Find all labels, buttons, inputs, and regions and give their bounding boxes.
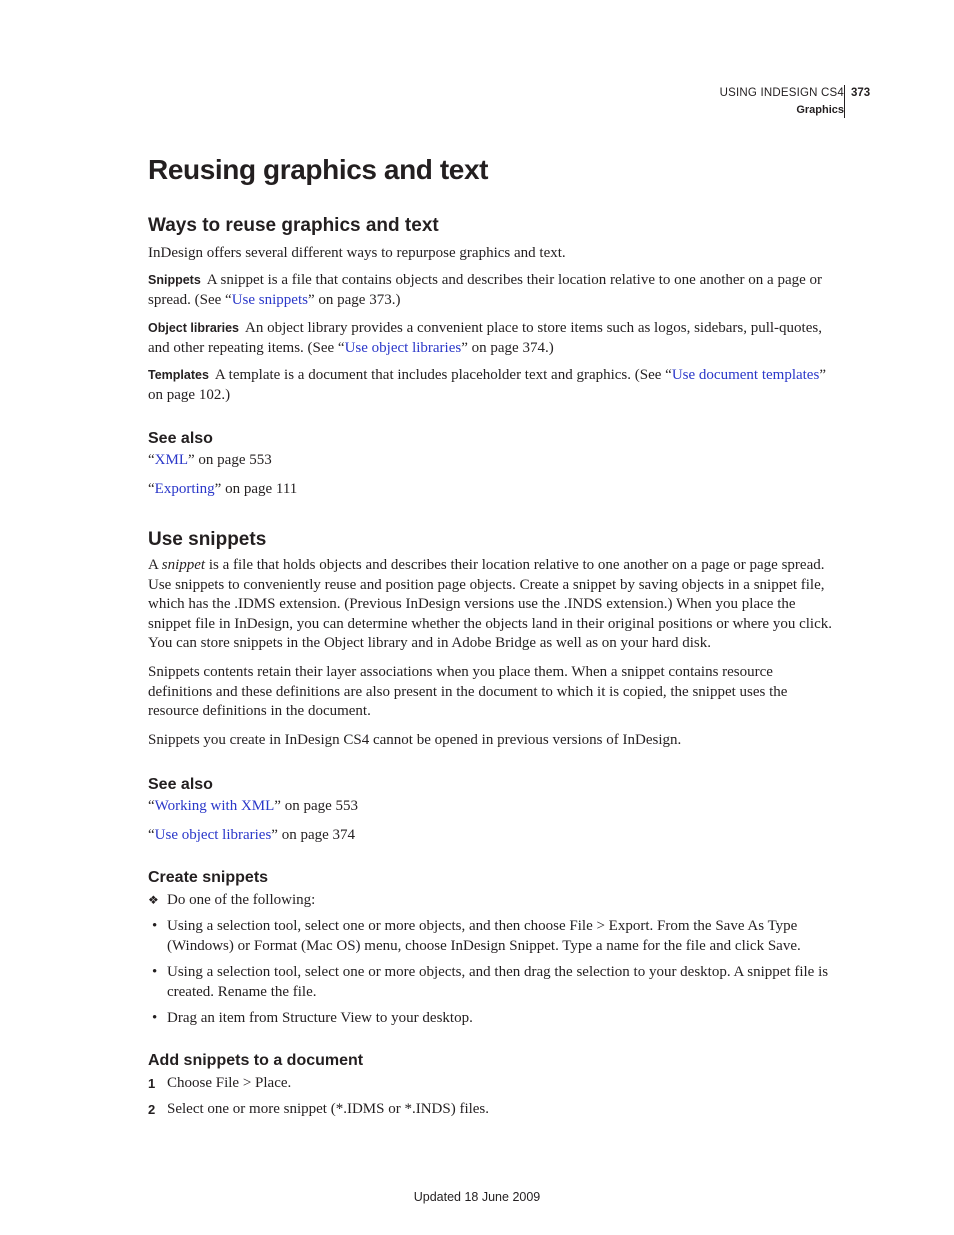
book-title: USING INDESIGN CS4	[719, 87, 844, 99]
link-exporting[interactable]: Exporting	[154, 481, 215, 497]
use-snippets-paragraph-2: Snippets contents retain their layer associations when you place them. When a snippet contains resource definitions and these definitions are also present in the document to which it is copied, the snippet uses the resource definitions in the document.	[148, 664, 788, 720]
see-also-heading: See also	[148, 430, 213, 447]
running-header	[720, 85, 844, 119]
page-footer: Updated 18 June 2009	[413, 1190, 541, 1204]
see-also-heading: See also	[148, 776, 213, 793]
use-snippets-heading: Use snippets	[148, 529, 267, 550]
step-number: 1	[148, 1076, 156, 1091]
ways-heading: Ways to reuse graphics and text	[148, 215, 439, 236]
link-use-object-libraries-2[interactable]: Use object libraries	[154, 827, 272, 843]
term: Snippets	[148, 273, 201, 287]
list-item: • Drag an item from Structure View to your desktop.	[148, 1009, 840, 1029]
bullet-icon: •	[152, 918, 158, 934]
definition-object-libraries: Object libraries An object library provides a convenient place to store items such as logos, sidebars, pull-quotes, and other repeating items. (See “Use object libraries” on page 374.)	[148, 320, 822, 356]
step-number: 2	[148, 1102, 156, 1117]
definition-snippets: Snippets A snippet is a file that contains objects and describes their location relative to one another on a page or spread. (See “Use snippets” on page 373.)	[148, 272, 823, 308]
diamond-bullet-icon: ❖	[148, 893, 159, 907]
page-number: 373	[844, 85, 870, 118]
use-snippets-paragraph-3: Snippets you create in InDesign CS4 cannot be opened in previous versions of InDesign.	[148, 732, 682, 748]
see-also-item: “Use object libraries” on page 374	[148, 827, 356, 843]
see-also-item: “Working with XML” on page 553	[148, 798, 359, 814]
term: Templates	[148, 368, 209, 382]
link-use-document-templates[interactable]: Use document templates	[671, 367, 820, 383]
link-working-with-xml[interactable]: Working with XML	[154, 798, 275, 814]
see-also-item: “Exporting” on page 111	[148, 481, 298, 497]
bullet-icon: •	[152, 964, 158, 980]
term: Object libraries	[148, 321, 240, 335]
link-use-object-libraries[interactable]: Use object libraries	[344, 339, 462, 356]
link-use-snippets[interactable]: Use snippets	[231, 291, 308, 308]
procedure-lead: ❖ Do one of the following:	[148, 891, 840, 911]
list-item: • Using a selection tool, select one or more objects, and then drag the selection to your desktop. A snippet file is created. Rename the file.	[152, 964, 829, 1000]
see-also-item: “XML” on page 553	[148, 452, 272, 468]
step-item: 2 Select one or more snippet (*.IDMS or *.INDS) files.	[148, 1100, 840, 1120]
ways-intro: InDesign offers several different ways to repurpose graphics and text.	[148, 245, 566, 261]
definition-templates: Templates A template is a document that includes placeholder text and graphics. (See “Use document templates” on page 102.)	[148, 367, 826, 403]
step-item: 1 Choose File > Place.	[148, 1074, 840, 1094]
create-snippets-heading: Create snippets	[148, 869, 269, 886]
page-title: Reusing graphics and text	[148, 154, 489, 185]
add-snippets-heading: Add snippets to a document	[148, 1052, 364, 1069]
section-name: Graphics	[796, 104, 844, 116]
link-xml[interactable]: XML	[154, 452, 189, 468]
bullet-icon: •	[152, 1010, 158, 1026]
use-snippets-paragraph-1: A snippet is a file that holds objects and describes their location relative to one another on a page or page spread. Use snippets to conveniently reuse and position page objects. Create a snippet by saving objects in a snippet file, which has the .IDMS extension. (Previous InDesign versions use the .INDS extension.) When you place the snippet file in InDesign, you can determine whether the objects land in their original positions or where you click. You can store snippets in the Object library and in Adobe Bridge as well as on your hard disk.	[148, 557, 832, 652]
list-item: • Using a selection tool, select one or more objects, and then choose File > Export. From the Save As Type (Windows) or Format (Mac OS) menu, choose InDesign Snippet. Type a name for the file and click Save.	[152, 918, 801, 954]
